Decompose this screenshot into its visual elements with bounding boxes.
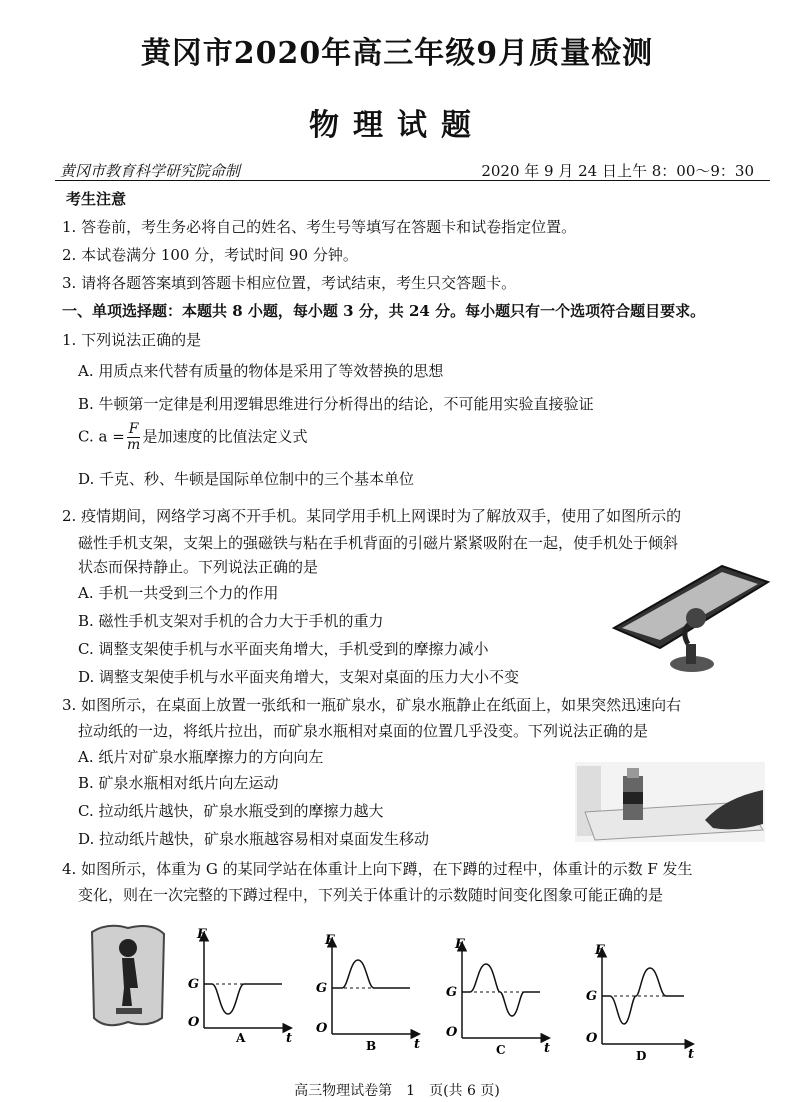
graph-a xyxy=(188,927,292,1046)
curve xyxy=(332,960,410,988)
q3-option-d: D. 拉动纸片越快，矿泉水瓶越容易相对桌面发生移动 xyxy=(78,830,430,848)
phone-holder-figure xyxy=(604,560,774,680)
graph-d xyxy=(586,943,694,1062)
ft-graphs xyxy=(170,922,730,1062)
f-label: F xyxy=(595,943,605,958)
paper-subtitle: 物理试题 xyxy=(309,108,485,143)
notice-item: 1. 答卷前，考生务必将自己的姓名、考生号等填写在答题卡和试卷指定位置。 xyxy=(62,218,577,236)
o-label: O xyxy=(446,1025,458,1040)
fraction-denominator: m xyxy=(126,437,141,453)
graph-b xyxy=(316,933,420,1053)
q1-stem: 1. 下列说法正确的是 xyxy=(62,331,202,349)
notice-heading: 考生注意 xyxy=(66,190,127,208)
section-heading: 一、单项选择题：本题共 8 小题，每小题 3 分，共 24 分。每小题只有一个选项符合题目要求。 xyxy=(62,302,706,320)
q3-stem-line: 3. 如图所示，在桌面上放置一张纸和一瓶矿泉水，矿泉水瓶静止在纸面上，如果突然迅速向右 xyxy=(62,696,682,714)
fraction xyxy=(127,422,141,453)
o-label: O xyxy=(316,1021,328,1036)
g-label: G xyxy=(446,985,458,1000)
o-label: O xyxy=(188,1015,200,1030)
bottle-paper-figure xyxy=(575,762,765,842)
q4-stem-line: 变化，则在一次完整的下蹲过程中，下列关于体重计的示数随时间变化图象可能正确的是 xyxy=(78,886,664,904)
g-label: G xyxy=(586,989,598,1004)
f-label: F xyxy=(197,927,207,942)
g-label: G xyxy=(316,981,328,996)
t-label: t xyxy=(544,1041,551,1056)
graph-c xyxy=(446,937,550,1057)
g-label: G xyxy=(188,977,200,992)
f-label: F xyxy=(455,937,465,952)
page-footer: 高三物理试卷第 1 页(共 6 页) xyxy=(294,1083,500,1099)
notice-item: 3. 请将各题答案填到答题卡相应位置，考试结束，考生只交答题卡。 xyxy=(62,274,517,292)
t-label: t xyxy=(414,1037,421,1052)
q3-option-a: A. 纸片对矿泉水瓶摩擦力的方向向左 xyxy=(78,748,324,766)
q2-option-b: B. 磁性手机支架对手机的合力大于手机的重力 xyxy=(78,612,384,630)
header-rule xyxy=(55,180,770,181)
q1-option-c-suffix: 是加速度的比值法定义式 xyxy=(142,427,308,446)
t-label: t xyxy=(688,1047,695,1062)
q1-option-c xyxy=(78,422,308,453)
q4-stem-line: 4. 如图所示，体重为 G 的某同学站在体重计上向下蹲，在下蹲的过程中，体重计的示数 F 发生 xyxy=(62,860,693,878)
q1-option-a: A. 用质点来代替有质量的物体是采用了等效替换的思想 xyxy=(78,362,444,380)
page-title: 黄冈市2020年高三年级9月质量检测 xyxy=(140,36,654,71)
q3-stem-line: 拉动纸的一边，将纸片拉出，而矿泉水瓶相对桌面的位置几乎没变。下列说法正确的是 xyxy=(78,722,649,740)
phone-icon xyxy=(614,566,768,648)
q2-stem-line: 磁性手机支架，支架上的强磁铁与粘在手机背面的引磁片紧紧吸附在一起，使手机处于倾斜 xyxy=(78,534,679,552)
q2-stem-line: 状态而保持静止。下列说法正确的是 xyxy=(78,558,319,576)
graph-label: A xyxy=(236,1031,246,1045)
t-label: t xyxy=(286,1031,293,1046)
q3-option-b: B. 矿泉水瓶相对纸片向左运动 xyxy=(78,774,279,792)
o-label: O xyxy=(586,1031,598,1046)
graph-label: D xyxy=(636,1049,647,1062)
curve xyxy=(462,964,540,1016)
f-label: F xyxy=(325,933,335,948)
q1-option-b: B. 牛顿第一定律是利用逻辑思维进行分析得出的结论，不可能用实验直接验证 xyxy=(78,395,594,413)
q2-option-c: C. 调整支架使手机与水平面夹角增大，手机受到的摩擦力减小 xyxy=(78,640,489,658)
q2-stem-line: 2. 疫情期间，网络学习离不开手机。某同学用手机上网课时为了解放双手，使用了如图所示的 xyxy=(62,507,682,525)
issuer: 黄冈市教育科学研究院命制 xyxy=(60,162,241,180)
q2-option-d: D. 调整支架使手机与水平面夹角增大，支架对桌面的压力大小不变 xyxy=(78,668,520,686)
q1-option-d: D. 千克、秒、牛顿是国际单位制中的三个基本单位 xyxy=(78,470,415,488)
fraction-numerator: F xyxy=(128,421,139,437)
curve xyxy=(204,984,282,1014)
q3-option-c: C. 拉动纸片越快，矿泉水瓶受到的摩擦力越大 xyxy=(78,802,384,820)
notice-item: 2. 本试卷满分 100 分，考试时间 90 分钟。 xyxy=(62,246,358,264)
graph-label: C xyxy=(496,1043,506,1057)
q1-option-c-prefix: C. a = xyxy=(78,427,125,446)
q2-option-a: A. 手机一共受到三个力的作用 xyxy=(78,584,279,602)
graph-label: B xyxy=(366,1039,377,1053)
squatting-person-figure xyxy=(88,922,168,1030)
exam-datetime: 2020 年 9 月 24 日上午 8：00～9：30 xyxy=(481,162,754,180)
